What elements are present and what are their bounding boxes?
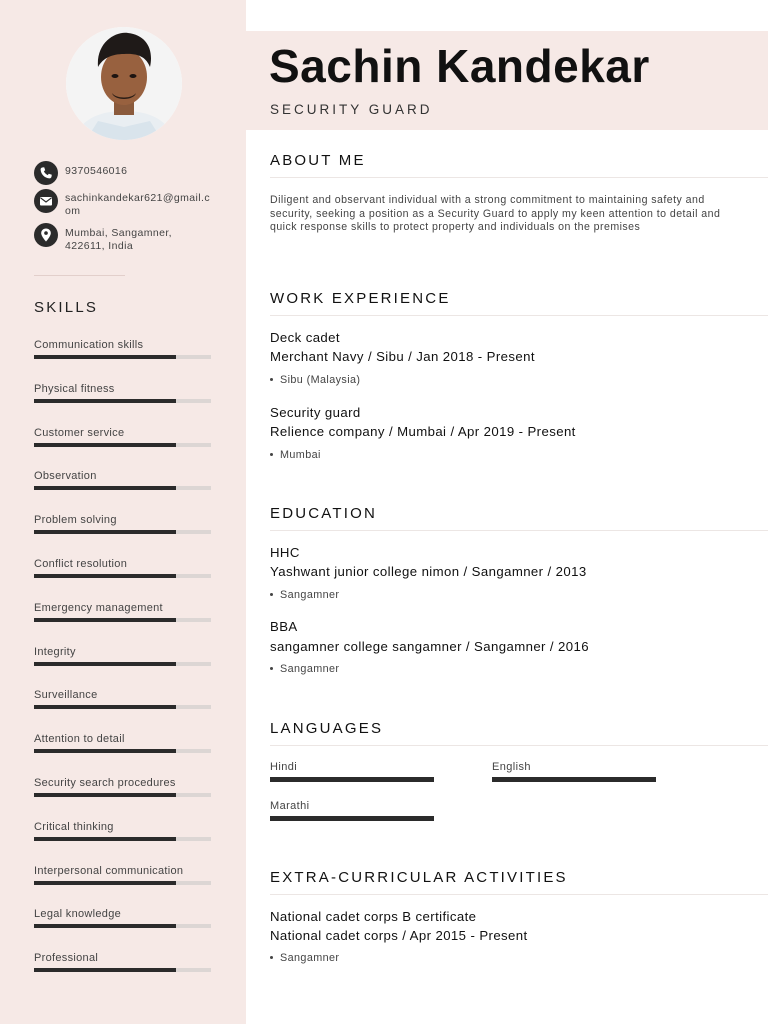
- skill-item: [34, 514, 212, 544]
- skill-label: Interpersonal communication: [34, 864, 184, 877]
- skill-level-fill: [34, 662, 176, 666]
- skill-level-bar: [34, 705, 211, 709]
- activity-bullet: Sangamner: [270, 952, 339, 964]
- education-entry-degree: HHC: [270, 545, 300, 560]
- language-label: Marathi: [270, 800, 310, 812]
- skill-item: [34, 908, 212, 938]
- phone-icon: [34, 161, 58, 185]
- skill-label: Communication skills: [34, 339, 144, 351]
- education-entry-details: Yashwant junior college nimon / Sangamner / 2013: [270, 564, 587, 579]
- work-entry-details: Merchant Navy / Sibu / Jan 2018 - Present: [270, 349, 535, 364]
- skill-level-fill: [34, 574, 176, 578]
- skill-level-bar: [34, 881, 211, 885]
- skill-level-bar: [34, 355, 211, 359]
- skill-item: [34, 470, 212, 500]
- skill-level-bar: [34, 837, 211, 841]
- skill-label: Critical thinking: [34, 820, 114, 833]
- sidebar: [0, 0, 246, 1024]
- skill-label: Legal knowledge: [34, 908, 122, 921]
- work-entry-details: Relience company / Mumbai / Apr 2019 - Present: [270, 424, 576, 439]
- skill-label: Customer service: [34, 426, 125, 439]
- section-divider: [270, 894, 768, 895]
- skill-level-fill: [34, 924, 176, 928]
- skill-item: [34, 952, 212, 982]
- skill-item: [34, 733, 212, 763]
- about-heading: ABOUT ME: [270, 152, 366, 169]
- work-entry-role: Security guard: [270, 405, 361, 420]
- skill-level-bar: [34, 793, 211, 797]
- candidate-name: Sachin Kandekar: [269, 40, 650, 92]
- section-divider: [270, 177, 768, 178]
- skill-level-bar: [34, 749, 211, 753]
- skill-item: [34, 865, 212, 895]
- person-avatar-icon: [66, 27, 182, 140]
- skill-level-bar: [34, 399, 211, 403]
- skill-item: [34, 821, 212, 851]
- work-entry-bullet: Mumbai: [270, 449, 321, 461]
- skill-level-fill: [34, 968, 176, 972]
- language-level-fill: [270, 777, 434, 782]
- education-entry-details: sangamner college sangamner / Sangamner / 2016: [270, 639, 589, 654]
- contact-address: [34, 223, 224, 251]
- language-level-fill: [492, 777, 656, 782]
- skill-label: Observation: [34, 470, 97, 483]
- skill-level-bar: [34, 968, 211, 972]
- skill-label: Physical fitness: [34, 382, 115, 395]
- about-text: Diligent and observant individual with a strong commitment to maintaining safety and security, seeking a position as a Security Guard to apply my keen attention to detail and quick response skills to protect property and individuals on the premises: [270, 194, 721, 234]
- language-item: [492, 761, 658, 791]
- activity-details: National cadet corps / Apr 2015 - Present: [270, 928, 528, 943]
- contact-email: [34, 189, 224, 217]
- skill-item: [34, 602, 212, 632]
- skill-level-bar: [34, 618, 211, 622]
- language-item: [270, 761, 436, 791]
- email-icon: [34, 189, 58, 213]
- skill-level-bar: [34, 662, 211, 666]
- skills-heading: SKILLS: [34, 299, 99, 316]
- skill-level-fill: [34, 749, 176, 753]
- skill-label: Surveillance: [34, 689, 98, 702]
- skill-level-bar: [34, 924, 211, 928]
- bullet-icon: [270, 453, 273, 456]
- skill-item: [34, 339, 212, 369]
- work-entry-role: Deck cadet: [270, 330, 340, 345]
- languages-heading: LANGUAGES: [270, 720, 384, 737]
- skill-label: Problem solving: [34, 514, 117, 527]
- education-entry-degree: BBA: [270, 619, 298, 634]
- skill-label: Professional: [34, 952, 99, 965]
- skill-item: [34, 383, 212, 413]
- language-level-bar: [492, 777, 656, 782]
- language-level-bar: [270, 816, 434, 821]
- bullet-icon: [270, 667, 273, 670]
- language-label: Hindi: [270, 761, 298, 773]
- education-entry-bullet: Sangamner: [270, 663, 339, 675]
- activity-name: National cadet corps B certificate: [270, 909, 477, 924]
- skill-item: [34, 646, 212, 676]
- skill-level-bar: [34, 486, 211, 490]
- contact-phone: [34, 161, 224, 185]
- skill-level-bar: [34, 443, 211, 447]
- address-text: Mumbai, Sangamner, 422611, India: [65, 227, 173, 252]
- language-level-fill: [270, 816, 434, 821]
- skill-label: Conflict resolution: [34, 558, 128, 570]
- sidebar-divider: [34, 275, 125, 276]
- section-divider: [270, 530, 768, 531]
- language-label: English: [492, 761, 531, 773]
- skill-item: [34, 689, 212, 719]
- skill-level-fill: [34, 443, 176, 447]
- skill-level-fill: [34, 486, 176, 490]
- skill-level-fill: [34, 881, 176, 885]
- section-divider: [270, 315, 768, 316]
- language-item: [270, 800, 436, 830]
- job-title: SECURITY GUARD: [270, 102, 433, 117]
- language-level-bar: [270, 777, 434, 782]
- work-entry-bullet: Sibu (Malaysia): [270, 374, 360, 386]
- skill-level-bar: [34, 574, 211, 578]
- bullet-icon: [270, 593, 273, 596]
- work-heading: WORK EXPERIENCE: [270, 290, 451, 307]
- education-heading: EDUCATION: [270, 505, 378, 522]
- skill-label: Attention to detail: [34, 733, 125, 746]
- location-pin-icon: [34, 223, 58, 247]
- skill-item: [34, 777, 212, 807]
- activities-heading: EXTRA-CURRICULAR ACTIVITIES: [270, 869, 568, 886]
- skill-level-fill: [34, 399, 176, 403]
- phone-number: 9370546016: [65, 165, 128, 177]
- skill-level-fill: [34, 793, 176, 797]
- skill-level-fill: [34, 355, 176, 359]
- email-address[interactable]: sachinkandekar621@gmail.com: [65, 192, 210, 217]
- section-divider: [270, 745, 768, 746]
- skill-level-fill: [34, 618, 176, 622]
- skill-item: [34, 558, 212, 588]
- skill-label: Emergency management: [34, 601, 163, 614]
- bullet-icon: [270, 378, 273, 381]
- skill-label: Integrity: [34, 645, 76, 658]
- skill-label: Security search procedures: [34, 777, 176, 789]
- skill-level-fill: [34, 705, 176, 709]
- profile-photo: [66, 27, 182, 140]
- skill-level-bar: [34, 530, 211, 534]
- skill-item: [34, 427, 212, 457]
- skill-level-fill: [34, 837, 176, 841]
- bullet-icon: [270, 956, 273, 959]
- education-entry-bullet: Sangamner: [270, 589, 339, 601]
- skill-level-fill: [34, 530, 176, 534]
